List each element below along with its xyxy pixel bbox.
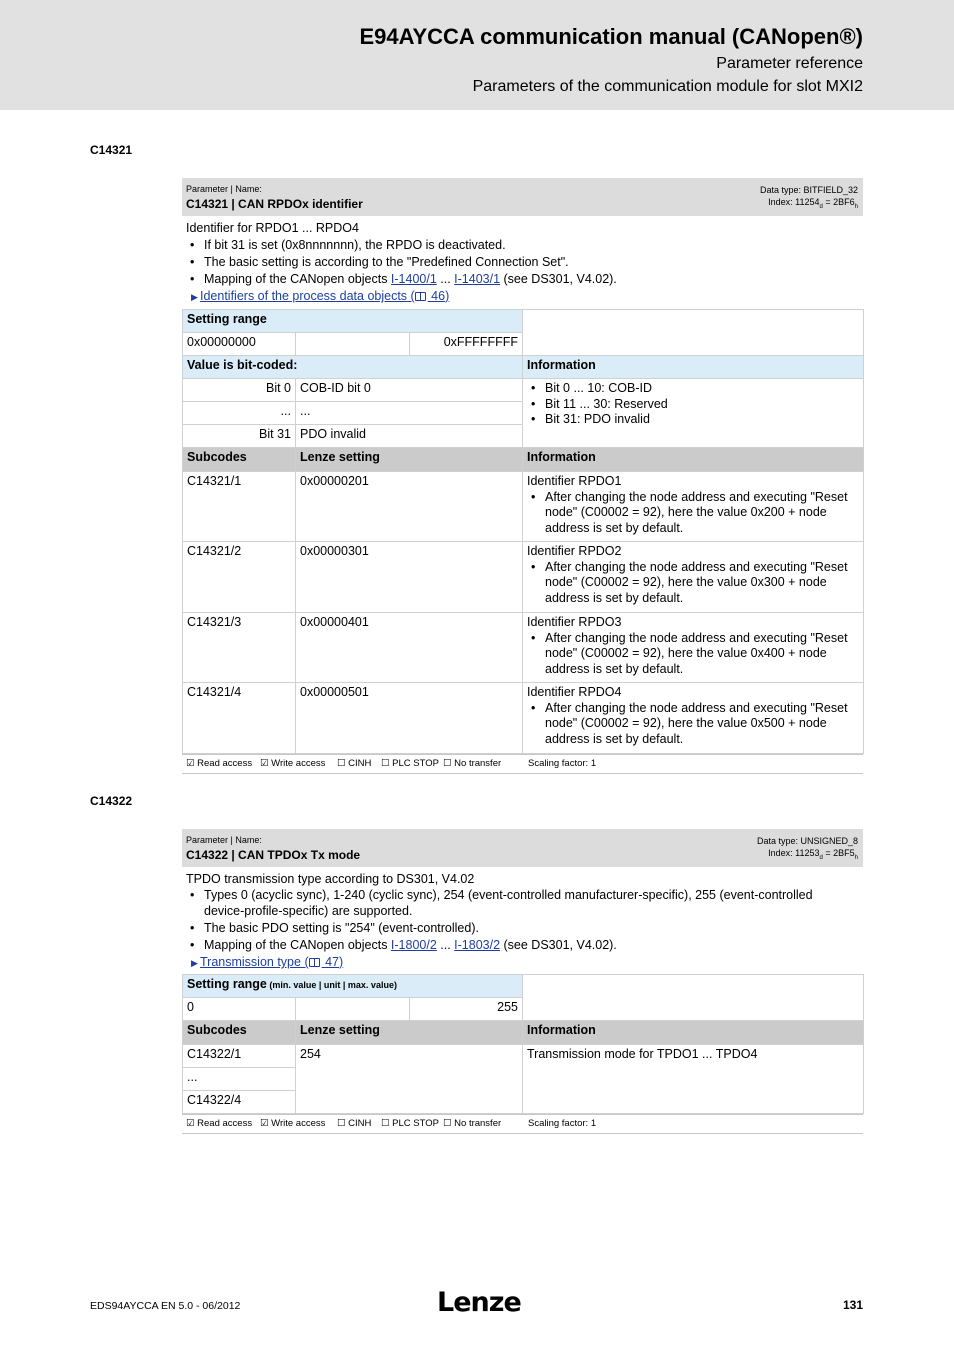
object-link-i1403[interactable]: I-1403/1 <box>454 272 501 286</box>
bit-information <box>523 379 864 448</box>
subcode: C14321/1 <box>183 472 296 542</box>
desc-bullets <box>186 888 854 954</box>
data-type: Data type: UNSIGNED_8 <box>756 836 858 846</box>
data-type: Data type: BITFIELD_32 <box>759 185 858 195</box>
subcodes-header: Subcodes <box>183 1021 296 1045</box>
table-row <box>183 542 864 613</box>
param-index: Index: $11253_d = 2BF5_h$ <box>768 848 858 861</box>
object-link-i1800[interactable]: I-1800/2 <box>390 938 437 952</box>
scaling-factor: Scaling factor: 1 <box>528 1118 597 1129</box>
setting-range-header: Setting range (min. value | unit | max. value) <box>183 975 523 998</box>
bit-name: COB-ID bit 0 <box>296 379 523 402</box>
subcode-information: Identifier RPDO3 • After changing the node address and executing "Reset node" (C00002 = 92), here the value 0x400 + node address is set by default. <box>523 613 864 683</box>
range-unit <box>296 998 410 1021</box>
bit-info-item: • Bit 0 ... 10: COB-ID <box>527 381 859 397</box>
information-header: Information <box>523 448 864 472</box>
write-access-flag: ☑ Write access <box>260 758 326 769</box>
arrow-right-icon: ▶ <box>191 958 198 968</box>
bit-info-item: • Bit 31: PDO invalid <box>527 412 859 428</box>
param-datatype-index <box>760 184 858 213</box>
bit-info-item: • Bit 11 ... 30: Reserved <box>527 397 859 413</box>
c14322-description <box>186 871 854 972</box>
bit-number: ... <box>183 402 296 425</box>
c14321-description <box>186 220 863 306</box>
xref-link[interactable]: Identifiers of the process data objects <box>200 289 408 303</box>
information-header: Information <box>523 1021 864 1045</box>
plc-stop-flag: ☐ PLC STOP <box>381 1118 439 1129</box>
bit-number: Bit 31 <box>183 425 296 448</box>
lenze-setting: 254 <box>296 1045 523 1114</box>
c14322-section-label: C14322 <box>90 794 133 808</box>
desc-title: TPDO transmission type according to DS301, V4.02 <box>186 872 475 886</box>
section-title: Parameters of the communication module for slot MXI2 <box>472 78 863 95</box>
param-name-caption: Parameter | Name: <box>186 835 262 845</box>
subcodes-header: Subcodes <box>183 448 296 472</box>
lenze-setting-header: Lenze setting <box>296 1021 523 1045</box>
xref-link[interactable]: Transmission type <box>200 955 301 969</box>
desc-bullet: • The basic PDO setting is "254" (event-controlled). <box>186 920 854 937</box>
c14321-access-footer <box>182 754 863 774</box>
range-unit <box>296 333 410 356</box>
subcode-information: Identifier RPDO1 • After changing the node address and executing "Reset node" (C00002 = 92), here the value 0x200 + node address is set by default. <box>523 472 864 542</box>
subcode: C14322/4 <box>183 1091 296 1114</box>
range-blank <box>523 975 864 1021</box>
desc-bullet: • Mapping of the CANopen objects I-1400/1 ... I-1403/1 (see DS301, V4.02). <box>186 271 863 288</box>
subcode: C14321/4 <box>183 683 296 754</box>
param-name: C14321 | CAN RPDOx identifier <box>186 197 363 211</box>
book-icon <box>309 958 320 967</box>
bit-number: Bit 0 <box>183 379 296 402</box>
desc-title: Identifier for RPDO1 ... RPDO4 <box>186 221 359 235</box>
c14322-table <box>182 974 864 1114</box>
read-access-flag: ☑ Read access <box>186 1118 253 1129</box>
page-header <box>0 0 954 110</box>
range-min: 0 <box>183 998 296 1021</box>
setting-range-note: (min. value | unit | max. value) <box>266 980 397 990</box>
document-id: EDS94AYCCA EN 5.0 - 06/2012 <box>90 1300 241 1312</box>
table-row <box>183 1045 864 1068</box>
xref-line: ▶ Transmission type ( 47) <box>186 954 854 972</box>
lenze-setting: 0x00000201 <box>296 472 523 542</box>
range-min: 0x00000000 <box>183 333 296 356</box>
cinh-flag: ☐ CINH <box>337 758 372 769</box>
bitcoded-header: Value is bit-coded: <box>183 356 523 379</box>
cinh-flag: ☐ CINH <box>337 1118 372 1129</box>
table-row <box>183 472 864 542</box>
chapter-title: Parameter reference <box>716 55 863 72</box>
c14321-section-label: C14321 <box>90 143 133 157</box>
arrow-right-icon: ▶ <box>191 292 198 302</box>
subcode-information: Identifier RPDO4 • After changing the node address and executing "Reset node" (C00002 = 92), here the value 0x500 + node address is set by default. <box>523 683 864 754</box>
c14321-table <box>182 309 864 754</box>
page-number: 131 <box>842 1298 863 1312</box>
xref-line: ▶ Identifiers of the process data objects ( 46) <box>186 288 863 306</box>
param-datatype-index <box>757 835 858 864</box>
bit-name: ... <box>296 402 523 425</box>
subcode: C14322/1 <box>183 1045 296 1068</box>
read-access-flag: ☑ Read access <box>186 758 253 769</box>
plc-stop-flag: ☐ PLC STOP <box>381 758 439 769</box>
table-row <box>183 613 864 683</box>
param-index: Index: $11254_d = 2BF6_h$ <box>768 197 858 210</box>
scaling-factor: Scaling factor: 1 <box>528 758 597 769</box>
object-link-i1400[interactable]: I-1400/1 <box>390 272 437 286</box>
desc-bullet: • If bit 31 is set (0x8nnnnnnn), the RPDO is deactivated. <box>186 237 863 254</box>
no-transfer-flag: ☐ No transfer <box>443 1118 502 1129</box>
subcode-information: Identifier RPDO2 • After changing the node address and executing "Reset node" (C00002 = 92), here the value 0x300 + node address is set by default. <box>523 542 864 613</box>
setting-range-header: Setting range <box>183 310 523 333</box>
subcode: C14321/3 <box>183 613 296 683</box>
information-header: Information <box>523 356 864 379</box>
xref-page-link[interactable]: 46 <box>427 289 446 303</box>
desc-bullet: • Mapping of the CANopen objects I-1800/2 ... I-1803/2 (see DS301, V4.02). <box>186 937 854 954</box>
no-transfer-flag: ☐ No transfer <box>443 758 502 769</box>
desc-bullet: • Types 0 (acyclic sync), 1-240 (cyclic sync), 254 (event-controlled manufacturer-specific), 255 (event-controlled device-profile-specific) are supported. <box>186 888 854 919</box>
lenze-setting: 0x00000501 <box>296 683 523 754</box>
table-row <box>183 683 864 754</box>
lenze-setting: 0x00000301 <box>296 542 523 613</box>
range-max: 0xFFFFFFFF <box>410 333 523 356</box>
write-access-flag: ☑ Write access <box>260 1118 326 1129</box>
lenze-setting: 0x00000401 <box>296 613 523 683</box>
subcode: ... <box>183 1068 296 1091</box>
lenze-setting-header: Lenze setting <box>296 448 523 472</box>
bit-name: PDO invalid <box>296 425 523 448</box>
object-link-i1803[interactable]: I-1803/2 <box>454 938 501 952</box>
desc-bullets <box>186 237 863 288</box>
param-name: C14322 | CAN TPDOx Tx mode <box>186 848 361 862</box>
subcode-information: Transmission mode for TPDO1 ... TPDO4 <box>523 1045 864 1114</box>
range-max: 255 <box>410 998 523 1021</box>
subcode: C14321/2 <box>183 542 296 613</box>
book-icon <box>415 292 426 301</box>
lenze-logo: Lenze <box>437 1287 521 1318</box>
c14321-param-header <box>182 178 863 216</box>
range-blank <box>523 310 864 356</box>
desc-bullet: • The basic setting is according to the "Predefined Connection Set". <box>186 254 863 271</box>
manual-title: E94AYCCA communication manual (CANopen®) <box>359 24 863 49</box>
c14322-access-footer <box>182 1114 863 1134</box>
c14322-param-header <box>182 829 863 867</box>
xref-page-link[interactable]: 47 <box>321 955 339 969</box>
param-name-caption: Parameter | Name: <box>186 184 262 194</box>
